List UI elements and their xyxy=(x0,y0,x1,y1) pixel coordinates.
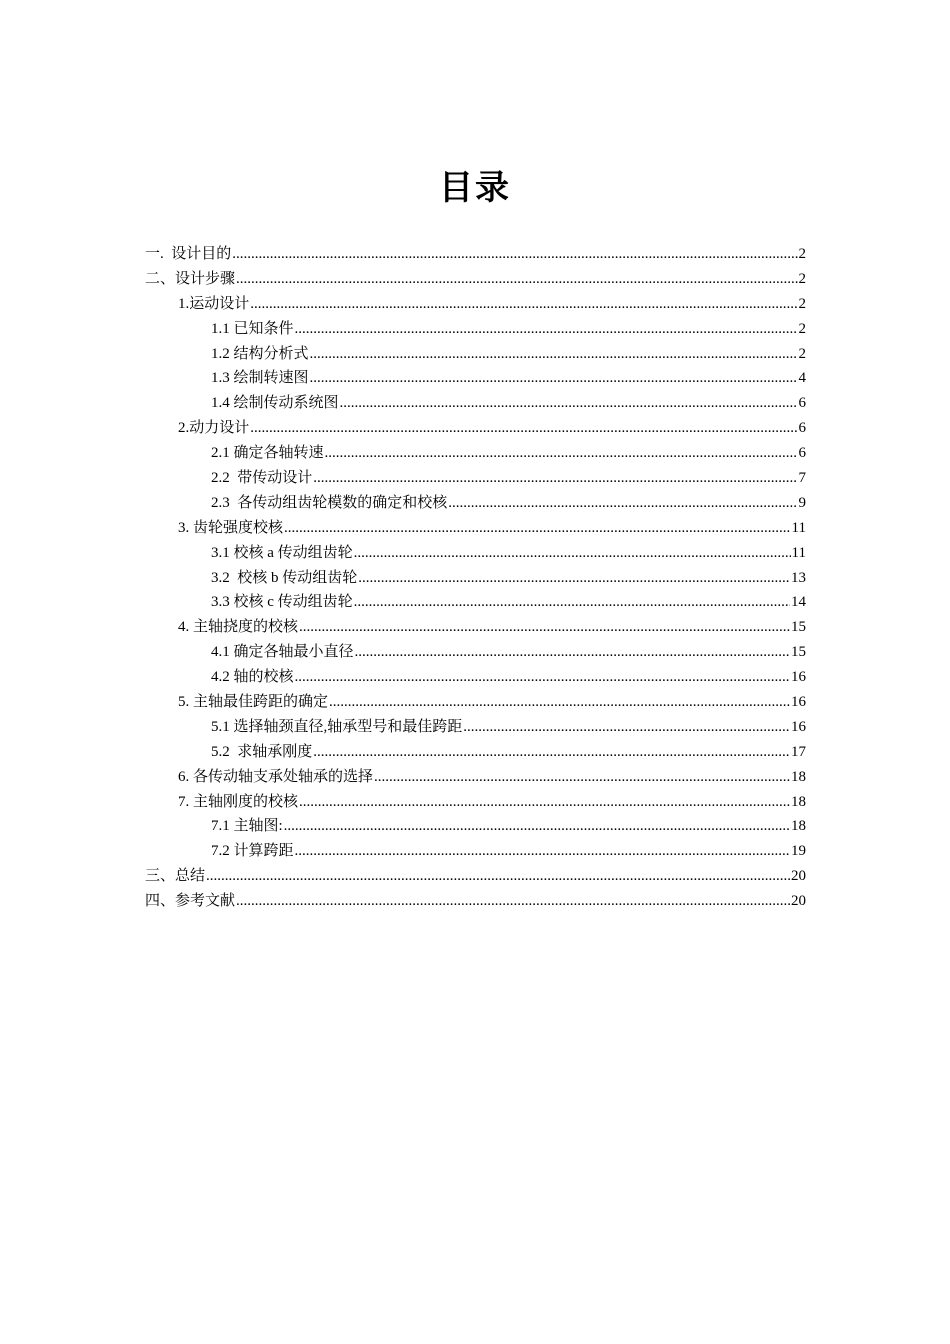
toc-page-number: 16 xyxy=(791,694,806,711)
toc-entry[interactable] xyxy=(145,267,806,292)
toc-dot-leader xyxy=(340,391,798,416)
toc-entry[interactable] xyxy=(145,889,806,914)
toc-entry-text: 3.2 校核 b 传动组齿轮 xyxy=(211,569,358,586)
toc-dot-leader xyxy=(299,615,790,640)
toc-entry-text: 3.3 校核 c 传动组齿轮 xyxy=(211,594,353,611)
toc-entry-text: 6. 各传动轴支承处轴承的选择 xyxy=(178,768,374,785)
toc-dot-leader xyxy=(313,740,790,765)
toc-entry-text: 7. 主轴刚度的校核 xyxy=(178,793,299,810)
toc-entry[interactable] xyxy=(145,566,806,591)
toc-dot-leader xyxy=(250,292,797,317)
toc-page-number: 16 xyxy=(791,718,806,735)
toc-entry-text: 4.2 轴的校核 xyxy=(211,669,294,686)
toc-dot-leader xyxy=(310,342,798,367)
toc-page-number: 2 xyxy=(798,270,806,287)
toc-entry[interactable] xyxy=(145,366,806,391)
toc-dot-leader xyxy=(295,317,798,342)
toc-entry[interactable] xyxy=(145,839,806,864)
toc-entry[interactable] xyxy=(145,416,806,441)
toc-dot-leader xyxy=(299,790,790,815)
toc-entry[interactable] xyxy=(145,441,806,466)
toc-dot-leader xyxy=(354,590,790,615)
toc-entry-text: 1.运动设计 xyxy=(178,295,250,312)
toc-entry[interactable] xyxy=(145,665,806,690)
toc-entry-text: 1.4 绘制传动系统图 xyxy=(211,395,339,412)
toc-entry-text: 2.1 确定各轴转速 xyxy=(211,445,324,462)
toc-entry-text: 5.1 选择轴颈直径,轴承型号和最佳跨距 xyxy=(211,718,463,735)
toc-page-number: 18 xyxy=(791,793,806,810)
toc-dot-leader xyxy=(313,466,797,491)
toc-entry[interactable] xyxy=(145,391,806,416)
toc-entry[interactable] xyxy=(145,292,806,317)
toc-dot-leader xyxy=(206,864,790,889)
toc-entry[interactable] xyxy=(145,740,806,765)
toc-entry[interactable] xyxy=(145,541,806,566)
toc-entry[interactable] xyxy=(145,814,806,839)
toc-dot-leader xyxy=(236,267,797,292)
toc-dot-leader xyxy=(284,814,790,839)
toc-page-number: 9 xyxy=(798,494,806,511)
toc-entry-text: 2.2 带传动设计 xyxy=(211,470,313,487)
toc-entry-text: 1.3 绘制转速图 xyxy=(211,370,309,387)
toc-page-number: 6 xyxy=(798,395,806,412)
toc-page-number: 4 xyxy=(798,370,806,387)
toc-entry-text: 四、参考文献 xyxy=(145,893,236,910)
toc-dot-leader xyxy=(355,640,790,665)
toc-entry-text: 1.2 结构分析式 xyxy=(211,345,309,362)
toc-page-number: 13 xyxy=(791,569,806,586)
toc-entry-text: 5.2 求轴承刚度 xyxy=(211,743,313,760)
toc-page-number: 6 xyxy=(798,420,806,437)
toc-entry[interactable] xyxy=(145,715,806,740)
toc-entry[interactable] xyxy=(145,790,806,815)
toc-page-number: 14 xyxy=(791,594,806,611)
toc-dot-leader xyxy=(325,441,798,466)
toc-entry[interactable] xyxy=(145,242,806,267)
toc-entry-text: 3.1 校核 a 传动组齿轮 xyxy=(211,544,353,561)
toc-dot-leader xyxy=(250,416,797,441)
toc-dot-leader xyxy=(374,765,790,790)
toc-page-number: 17 xyxy=(791,743,806,760)
toc-page-number: 2 xyxy=(798,295,806,312)
toc-entry[interactable] xyxy=(145,864,806,889)
toc-page-number: 20 xyxy=(791,868,806,885)
toc-entry-text: 2.3 各传动组齿轮模数的确定和校核 xyxy=(211,494,448,511)
toc-page-number: 15 xyxy=(791,619,806,636)
toc-dot-leader xyxy=(354,541,791,566)
toc-entry-text: 4. 主轴挠度的校核 xyxy=(178,619,299,636)
toc-entry-text: 4.1 确定各轴最小直径 xyxy=(211,644,354,661)
toc-entry[interactable] xyxy=(145,640,806,665)
toc-entry-text: 二、设计步骤 xyxy=(145,270,236,287)
toc-dot-leader xyxy=(295,839,790,864)
toc-page-number: 11 xyxy=(791,519,806,536)
toc-dot-leader xyxy=(448,491,797,516)
toc-dot-leader xyxy=(236,889,790,914)
toc-entry[interactable] xyxy=(145,466,806,491)
toc-title: 目录 xyxy=(439,168,511,208)
toc-entry-text: 5. 主轴最佳跨距的确定 xyxy=(178,694,329,711)
toc-entry[interactable] xyxy=(145,690,806,715)
toc-page-number: 7 xyxy=(798,470,806,487)
toc-page-number: 2 xyxy=(798,246,806,262)
toc-entry-text: 2.动力设计 xyxy=(178,420,250,437)
toc-entry[interactable] xyxy=(145,491,806,516)
toc-entry[interactable] xyxy=(145,765,806,790)
toc-entry-text: 7.1 主轴图: xyxy=(211,818,283,835)
toc-page-number: 6 xyxy=(798,445,806,462)
toc-entry[interactable] xyxy=(145,516,806,541)
toc-page-number: 20 xyxy=(791,893,806,910)
toc-page-number: 18 xyxy=(791,768,806,785)
toc-entry[interactable] xyxy=(145,317,806,342)
toc-dot-leader xyxy=(358,566,790,591)
toc-entry-text: 三、总结 xyxy=(145,868,206,885)
toc-dot-leader xyxy=(232,242,797,267)
toc-page-number: 18 xyxy=(791,818,806,835)
toc-entry-text: 一. 设计目的 xyxy=(145,246,232,262)
toc-entry[interactable] xyxy=(145,342,806,367)
toc-entry-text: 1.1 已知条件 xyxy=(211,320,294,337)
toc-page-number: 15 xyxy=(791,644,806,661)
toc-page-number: 2 xyxy=(798,345,806,362)
toc-dot-leader xyxy=(463,715,790,740)
toc-page-number: 19 xyxy=(791,843,806,860)
toc-entry[interactable] xyxy=(145,590,806,615)
table-of-contents xyxy=(145,242,806,914)
toc-dot-leader xyxy=(310,366,798,391)
toc-dot-leader xyxy=(295,665,790,690)
toc-page-number: 2 xyxy=(798,320,806,337)
toc-dot-leader xyxy=(329,690,790,715)
toc-dot-leader xyxy=(284,516,791,541)
toc-entry-text: 7.2 计算跨距 xyxy=(211,843,294,860)
toc-entry-text: 3. 齿轮强度校核 xyxy=(178,519,284,536)
toc-page-number: 11 xyxy=(791,544,806,561)
toc-entry[interactable] xyxy=(145,615,806,640)
toc-page-number: 16 xyxy=(791,669,806,686)
